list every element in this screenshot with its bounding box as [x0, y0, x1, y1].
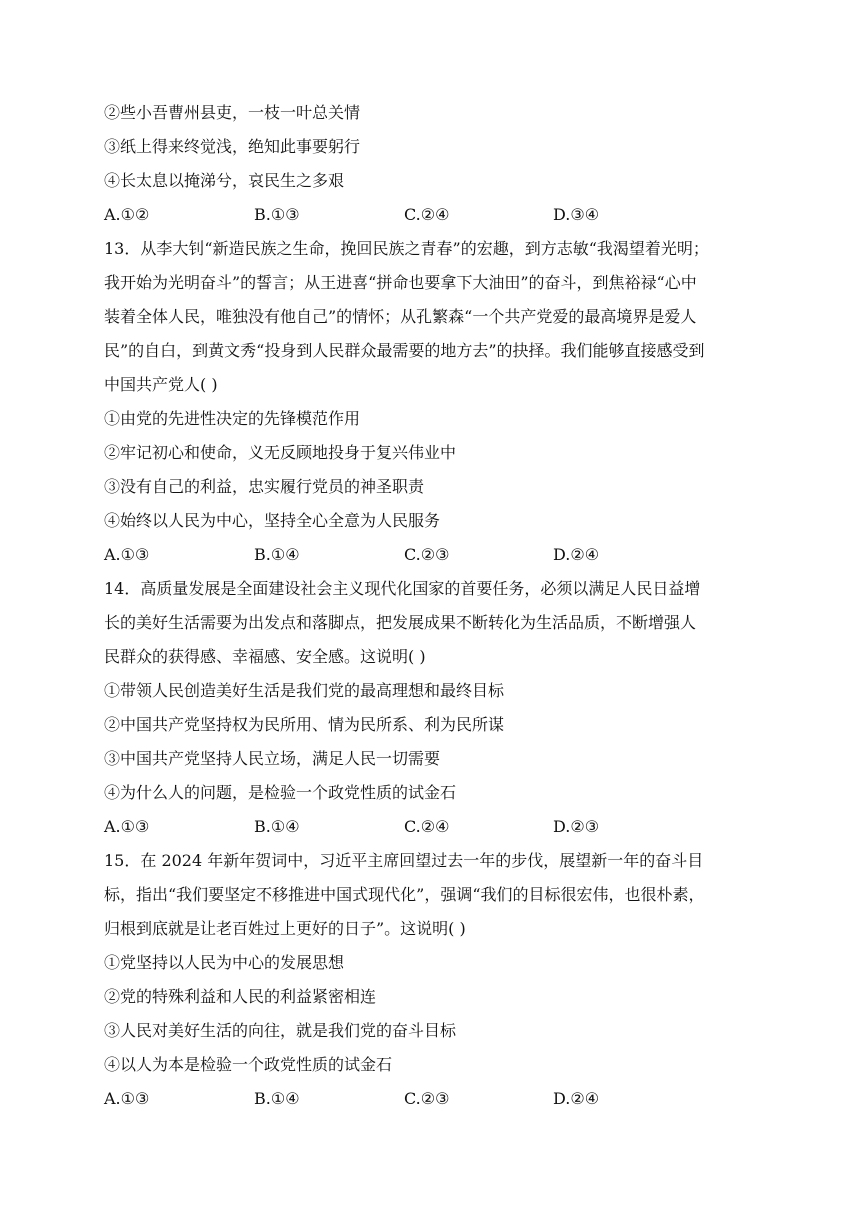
- q13-stem-line: 装着全体人民，唯独没有他自己”的情怀；从孔繁森“一个共产党爱的最高境界是爱人: [104, 307, 697, 326]
- question-13: [104, 232, 784, 572]
- q13-stem-line: 民”的自白，到黄文秀“投身到人民群众最需要的地方去”的抉择。我们能够直接感受到: [104, 341, 705, 360]
- q13-option-a[interactable]: A.①③: [104, 545, 150, 564]
- q15-option-c[interactable]: C.②③: [404, 1089, 450, 1108]
- q14-item-1: ①带领人民创造美好生活是我们党的最高理想和最终目标: [104, 681, 505, 700]
- q14-item-3: ③中国共产党坚持人民立场，满足人民一切需要: [104, 749, 441, 768]
- q12-options: [104, 198, 784, 232]
- q13-item-3: ③没有自己的利益，忠实履行党员的神圣职责: [104, 477, 425, 496]
- q12-option-b[interactable]: B.①③: [254, 205, 300, 224]
- question-14: [104, 572, 784, 844]
- q14-option-a[interactable]: A.①③: [104, 817, 150, 836]
- q14-stem-line: 民群众的获得感、幸福感、安全感。这说明( ): [104, 647, 426, 666]
- q12-option-d[interactable]: D.③④: [553, 205, 600, 224]
- q14-option-c[interactable]: C.②④: [404, 817, 450, 836]
- q14-options: [104, 810, 784, 844]
- q14-option-b[interactable]: B.①④: [254, 817, 300, 836]
- q13-stem-line: 13．从李大钊“新造民族之生命，挽回民族之青春”的宏趣，到方志敏“我渴望着光明；: [104, 239, 709, 258]
- q13-item-1: ①由党的先进性决定的先锋模范作用: [104, 409, 361, 428]
- q13-item-2: ②牢记初心和使命，义无反顾地投身于复兴伟业中: [104, 443, 457, 462]
- q12-item-4: ④长太息以掩涕兮，哀民生之多艰: [104, 171, 345, 190]
- q15-item-1: ①党坚持以人民为中心的发展思想: [104, 953, 345, 972]
- q15-stem-line: 归根到底就是让老百姓过上更好的日子”。这说明( ): [104, 919, 466, 938]
- q15-item-3: ③人民对美好生活的向往，就是我们党的奋斗目标: [104, 1021, 457, 1040]
- q13-option-b[interactable]: B.①④: [254, 545, 300, 564]
- q14-item-4: ④为什么人的问题，是检验一个政党性质的试金石: [104, 783, 457, 802]
- q13-options: [104, 538, 784, 572]
- q12-item-3: ③纸上得来终觉浅，绝知此事要躬行: [104, 137, 361, 156]
- exam-page: [104, 96, 784, 1116]
- q13-stem-line: 中国共产党人( ): [104, 375, 218, 394]
- q14-stem-line: 14．高质量发展是全面建设社会主义现代化国家的首要任务，必须以满足人民日益增: [104, 579, 701, 598]
- q13-option-c[interactable]: C.②③: [404, 545, 450, 564]
- q15-options: [104, 1082, 784, 1116]
- q14-item-2: ②中国共产党坚持权为民所用、情为民所系、利为民所谋: [104, 715, 505, 734]
- q15-option-a[interactable]: A.①③: [104, 1089, 150, 1108]
- q12-option-a[interactable]: A.①②: [104, 205, 150, 224]
- q13-item-4: ④始终以人民为中心，坚持全心全意为人民服务: [104, 511, 441, 530]
- question-15: [104, 844, 784, 1116]
- q15-stem-line: 标，指出“我们要坚定不移推进中国式现代化”，强调“我们的目标很宏伟，也很朴素，: [104, 885, 705, 904]
- question-12: [104, 96, 784, 232]
- q15-option-d[interactable]: D.②④: [553, 1089, 600, 1108]
- q12-option-c[interactable]: C.②④: [404, 205, 450, 224]
- q15-item-4: ④以人为本是检验一个政党性质的试金石: [104, 1055, 393, 1074]
- q14-option-d[interactable]: D.②③: [553, 817, 600, 836]
- q14-stem-line: 长的美好生活需要为出发点和落脚点，把发展成果不断转化为生活品质，不断增强人: [104, 613, 697, 632]
- q15-option-b[interactable]: B.①④: [254, 1089, 300, 1108]
- q15-stem-line: 15．在 2024 年新年贺词中，习近平主席回望过去一年的步伐，展望新一年的奋斗目: [104, 851, 704, 870]
- q12-item-2: ②些小吾曹州县吏，一枝一叶总关情: [104, 103, 361, 122]
- q13-stem-line: 我开始为光明奋斗”的誓言；从王进喜“拼命也要拿下大油田”的奋斗，到焦裕禄“心中: [104, 273, 697, 292]
- q13-option-d[interactable]: D.②④: [553, 545, 600, 564]
- q15-item-2: ②党的特殊利益和人民的利益紧密相连: [104, 987, 377, 1006]
